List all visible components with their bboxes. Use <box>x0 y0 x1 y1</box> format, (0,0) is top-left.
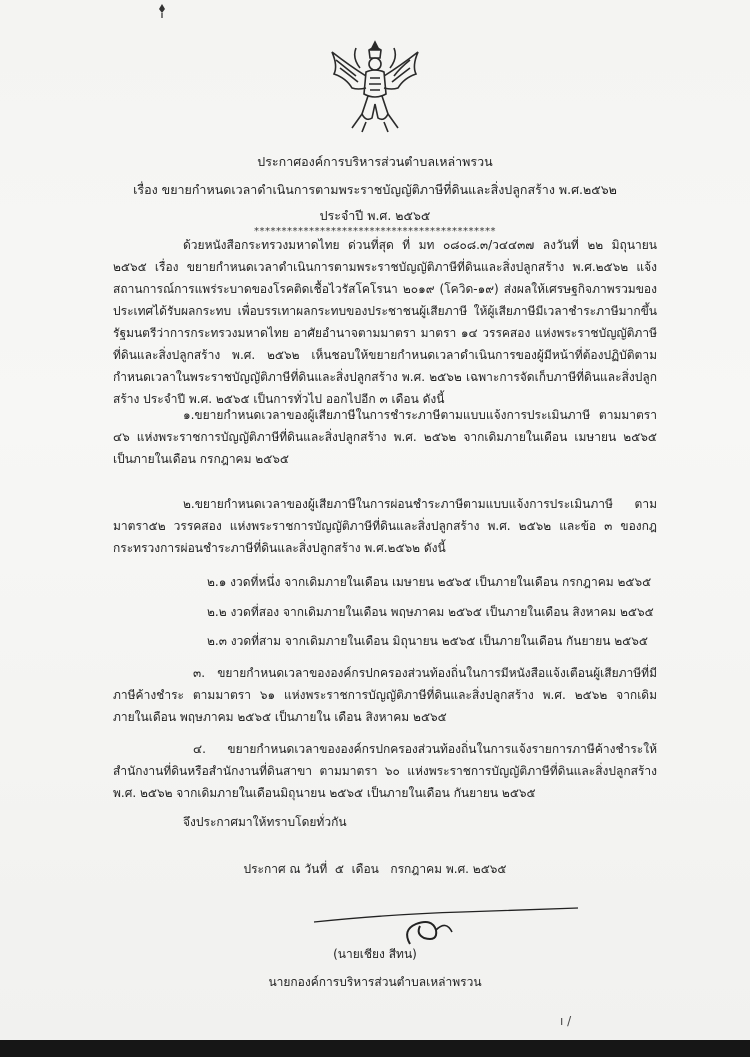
signer-name: (นายเชียง สีทน) <box>333 947 417 961</box>
separator-line: ******************************************** <box>254 226 496 237</box>
item-2-1: ๒.๑ งวดที่หนึ่ง จากเดิมภายในเดือน เมษายน ๒๕๖๕ เป็นภายในเดือน กรกฎาคม ๒๕๖๕ <box>207 575 652 589</box>
year-heading: ประจำปี พ.ศ. ๒๕๖๕ <box>319 208 431 223</box>
item-1-paragraph: ๑.ขยายกำหนดเวลาของผู้เสียภาษีในการชำระภาษีตามแบบแจ้งการประเมินภาษี ตามมาตรา ๔๖ แห่งพระราชการบัญญัติภาษีที่ดินและสิ่งปลูกสร้าง พ.ศ. ๒๕๖๒ จากเดิมภายในเดือน เมษายน ๒๕๖๕ เป็นภายในเดือน กรกฎาคม ๒๕๖๕ <box>113 408 657 466</box>
subject-heading: เรื่อง ขยายกำหนดเวลาดำเนินการตามพระราชบัญญัติภาษีที่ดินและสิ่งปลูกสร้าง พ.ศ.๒๕๖๒ <box>133 182 617 197</box>
signer-title: นายกองค์การบริหารส่วนตำบลเหล่าพรวน <box>268 975 482 989</box>
scan-bottom-edge <box>0 1040 750 1057</box>
margin-marks: ı / <box>560 1014 572 1028</box>
item-4-paragraph: ๔. ขยายกำหนดเวลาขององค์กรปกครองส่วนท้องถิ่นในการแจ้งรายการภาษีค้างชำระให้สำนักงานที่ดินหรือสำนักงานที่ดินสาขา ตามมาตรา ๖๐ แห่งพระราชการบัญญัติภาษีที่ดินและสิ่งปลูกสร้าง พ.ศ. ๒๕๖๒ จากเดิมภายในเดือนมิถุนายน ๒๕๖๕ เป็นภายในเดือน กันยายน ๒๕๖๕ <box>113 742 657 800</box>
garuda-emblem-icon <box>322 38 428 136</box>
issuer-heading: ประกาศองค์การบริหารส่วนตำบลเหล่าพรวน <box>257 154 493 169</box>
announcement-date: ประกาศ ณ วันที่ ๕ เดือน กรกฎาคม พ.ศ. ๒๕๖๕ <box>243 862 507 876</box>
closing-statement: จึงประกาศมาให้ทราบโดยทั่วกัน <box>183 815 347 829</box>
item-2-3: ๒.๓ งวดที่สาม จากเดิมภายในเดือน มิถุนายน ๒๕๖๕ เป็นภายในเดือน กันยายน ๒๕๖๕ <box>207 634 648 648</box>
intro-paragraph: ด้วยหนังสือกระทรวงมหาดไทย ด่วนที่สุด ที่ มท ๐๘๐๘.๓/ว๔๔๓๗ ลงวันที่ ๒๒ มิถุนายน ๒๕๖๕ เรื่อง ขยายกำหนดเวลาดำเนินการตามพระราชบัญญัติภาษีที่ดินและสิ่งปลูกสร้าง พ.ศ.๒๕๖๒ แจ้งสถานการณ์การแพร่ระบาดของโรคติดเชื้อไวรัสโคโรนา ๒๐๑๙ (โควิด-๑๙) ส่งผลให้เศรษฐกิจภาพรวมของประเทศได้รับผลกระทบ เพื่อบรรเทาผลกระทบของประชาชนผู้เสียภาษี ให้ผู้เสียภาษีมีเวลาชำระภาษีมากขึ้น รัฐมนตรีว่าการกระทรวงมหาดไทย อาศัยอำนาจตามมาตรา มาตรา ๑๔ วรรคสอง แห่งพระราชบัญญัติภาษีที่ดินและสิ่งปลูกสร้าง พ.ศ. ๒๕๖๒ เห็นชอบให้ขยายกำหนดเวลาดำเนินการของผู้มีหน้าที่ต้องปฏิบัติตามกำหนดเวลาในพระราชบัญญัติภาษีที่ดินและสิ่งปลูกสร้าง พ.ศ. ๒๕๖๒ เฉพาะการจัดเก็บภาษีที่ดินและสิ่งปลูกสร้าง ประจำปี พ.ศ. ๒๕๖๕ เป็นการทั่วไป ออกไปอีก ๓ เดือน ดังนี้ <box>113 238 657 406</box>
item-2-2: ๒.๒ งวดที่สอง จากเดิมภายในเดือน พฤษภาคม ๒๕๖๕ เป็นภายในเดือน สิงหาคม ๒๕๖๕ <box>207 605 654 619</box>
item-3-paragraph: ๓. ขยายกำหนดเวลาขององค์กรปกครองส่วนท้องถิ่นในการมีหนังสือแจ้งเตือนผู้เสียภาษีที่มีภาษีค้างชำระ ตามมาตรา ๖๑ แห่งพระราชการบัญญัติภาษีที่ดินและสิ่งปลูกสร้าง พ.ศ. ๒๕๖๒ จากเดิมภายในเดือน พฤษภาคม ๒๕๖๕ เป็นภายใน เดือน สิงหาคม ๒๕๖๕ <box>113 666 657 724</box>
item-2-paragraph: ๒.ขยายกำหนดเวลาของผู้เสียภาษีในการผ่อนชำระภาษีตามแบบแจ้งการประเมินภาษี ตามมาตรา๕๒ วรรคสอง แห่งพระราชการบัญญัติภาษีที่ดินและสิ่งปลูกสร้าง พ.ศ. ๒๕๖๒ และข้อ ๓ ของกฎกระทรวงการผ่อนชำระภาษีที่ดินและสิ่งปลูกสร้าง พ.ศ.๒๕๖๒ ดังนี้ <box>113 497 657 555</box>
pin-icon <box>157 4 167 18</box>
